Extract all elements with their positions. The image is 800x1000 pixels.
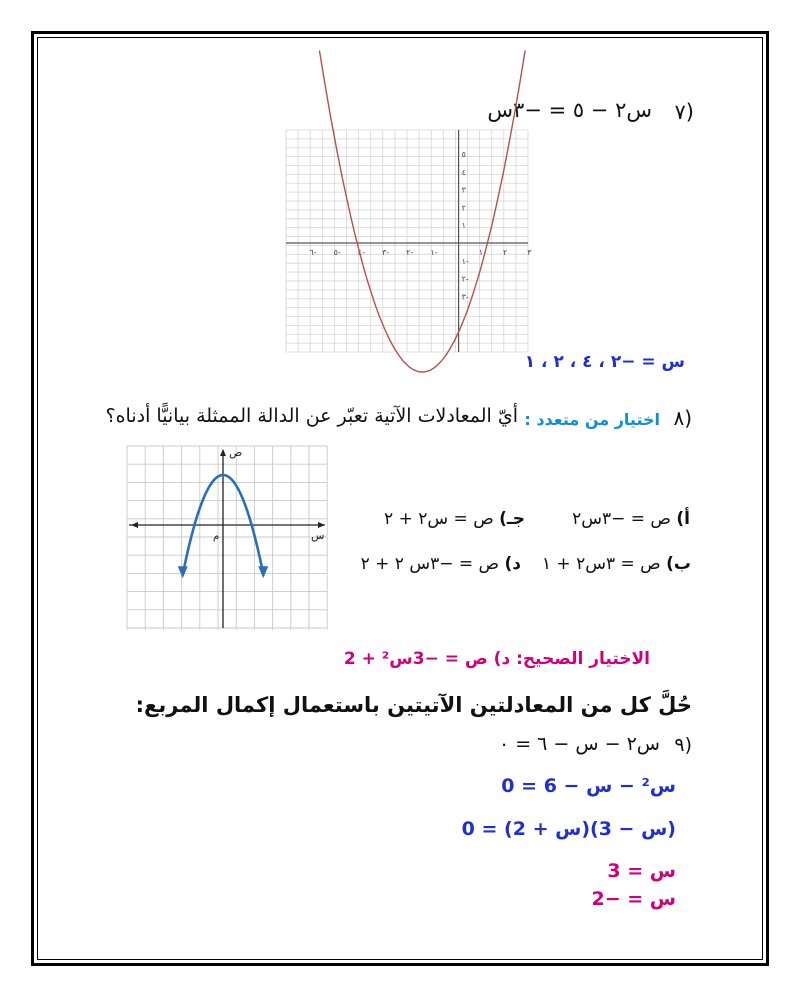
q8-option-c-text: ص = س٢ + ٢ [384, 509, 494, 529]
y-tick-label: ١- [461, 256, 469, 266]
q8-option-d-text: ص = −٣س ٢ + ٢ [360, 554, 500, 574]
origin-label: م [213, 531, 220, 542]
q8-option-a[interactable] [572, 509, 690, 529]
q9-number: ٩) [674, 734, 692, 756]
x-tick-label: ٦- [309, 248, 317, 257]
q8-option-a-letter: أ) [676, 509, 690, 529]
x-tick-label: ٢- [406, 248, 414, 257]
q9-step-3-text: س = 3 [607, 860, 676, 882]
q7-graph [286, 130, 532, 352]
q8-arrow-right [258, 566, 268, 578]
q8-number: ٨) [673, 406, 692, 430]
section-title: حُلَّ كل من المعادلتين الآتيتين باستعمال إكمال المربع: [135, 693, 692, 717]
q8-option-b-letter: ب) [666, 554, 691, 574]
x-tick-label: ٣ [527, 248, 532, 257]
q8-option-b[interactable] [542, 554, 691, 574]
x-tick-label: ١- [430, 248, 438, 257]
y-tick-label: ١ [461, 221, 466, 231]
q7-equation: س٢ − ٥ = −٣س [487, 98, 652, 122]
q8-arrow-left [178, 566, 188, 578]
y-axis-label: ص [229, 446, 243, 459]
q8-option-b-text: ص = ٣س٢ + ١ [541, 554, 661, 574]
q8-option-a-text: ص = −٣س٢ [572, 509, 671, 529]
q9-step-1: س² − س − 6 = 0 [501, 775, 676, 797]
x-axis-label: س [311, 529, 325, 542]
x-tick-label: ٤- [357, 248, 365, 257]
q8-answer: الاختيار الصحيح: د) ص = −3س² + 2 [343, 649, 650, 669]
q7-number: ٧) [674, 100, 694, 124]
q9-equation: س٢ − س − ٦ = ٠ [498, 733, 660, 755]
q8-prompt: أيّ المعادلات الآتية تعبّر عن الدالة الممثلة بيانيًّا أدناه؟ [105, 405, 518, 427]
q8-label: اختيار من متعدد : [524, 410, 660, 429]
q7-answer: س = −٢ ، ٤ ، ٢ ، ١ [524, 352, 685, 372]
x-tick-label: ١ [478, 248, 484, 257]
q9-step-4 [591, 888, 676, 910]
x-tick-label: ٣- [382, 248, 390, 257]
x-axis-arrow-left [131, 522, 138, 528]
y-tick-label: ٣ [461, 185, 466, 195]
x-tick-label: ٢ [503, 248, 508, 257]
x-tick-label: ٥- [333, 248, 341, 257]
y-tick-label: ٣- [461, 292, 469, 302]
y-axis-arrow [220, 449, 226, 456]
q8-option-c[interactable] [384, 509, 525, 529]
q9-step-3 [607, 860, 676, 882]
q9-step-2: (س − 3)(س + 2) = 0 [461, 818, 676, 840]
q8-option-c-letter: جـ) [499, 509, 525, 529]
x-axis-arrow [318, 522, 325, 528]
y-tick-label: ٤ [461, 167, 466, 177]
q8-graph [127, 446, 327, 630]
q8-option-d[interactable] [361, 554, 521, 574]
y-tick-label: ٢- [461, 274, 469, 284]
q8-option-d-letter: د) [504, 554, 521, 574]
y-tick-label: ٥ [461, 150, 466, 159]
q9-step-4-text: س = −2 [591, 888, 676, 910]
y-tick-label: ٢ [461, 203, 466, 213]
